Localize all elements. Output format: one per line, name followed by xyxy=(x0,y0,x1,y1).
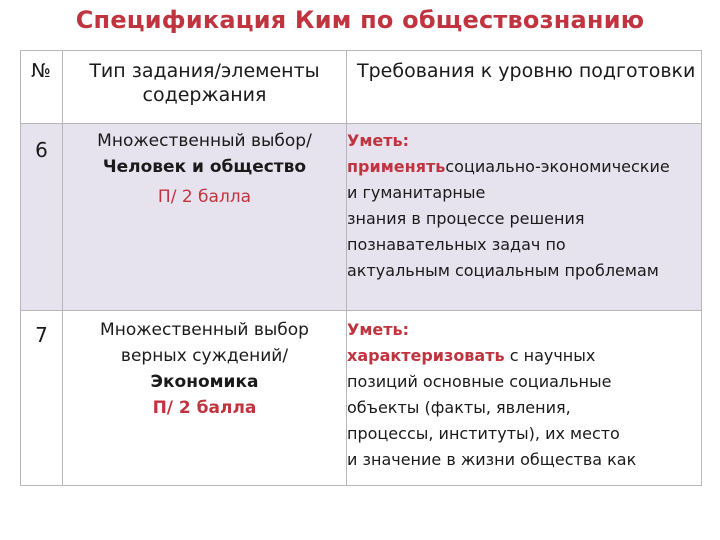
task-type-line: Множественный выбор/ xyxy=(97,131,312,151)
req-line: позиций основные социальные xyxy=(347,372,612,391)
task-topic: Экономика xyxy=(150,372,259,392)
header-task-type-line2: содержания xyxy=(142,84,267,106)
req-line: процессы, институты), их место xyxy=(347,424,620,443)
req-line: и значение в жизни общества как xyxy=(347,450,637,469)
req-label: Уметь: xyxy=(347,320,410,339)
page-title: Спецификация Ким по обществознанию xyxy=(75,6,645,34)
table-row xyxy=(21,124,702,311)
req-line-rest: с научных xyxy=(509,346,596,365)
task-number: 7 xyxy=(21,311,63,486)
req-line: и гуманитарные xyxy=(347,183,486,202)
header-number: № xyxy=(21,51,63,124)
task-type-cell xyxy=(63,311,347,486)
header-task-type-line1: Тип задания/элементы xyxy=(89,60,320,82)
table-header-row xyxy=(21,51,702,124)
req-line: знания в процессе решения xyxy=(347,209,585,228)
task-type-cell xyxy=(63,124,347,311)
task-number: 6 xyxy=(21,124,63,311)
header-requirements: Требования к уровню подготовки xyxy=(347,51,702,124)
task-points: П/ 2 балла xyxy=(152,398,257,418)
req-verb: применять xyxy=(347,157,446,176)
req-line: познавательных задач по xyxy=(347,235,566,254)
requirements-cell xyxy=(347,311,702,486)
task-topic: Человек и общество xyxy=(102,157,307,177)
specification-table xyxy=(20,50,702,486)
task-points: П/ 2 балла xyxy=(157,187,252,207)
header-task-type xyxy=(63,51,347,124)
task-type-line: Множественный выбор xyxy=(100,320,309,340)
req-line: актуальным социальным проблемам xyxy=(347,261,659,280)
table-row xyxy=(21,311,702,486)
requirements-cell xyxy=(347,124,702,311)
req-verb: характеризовать xyxy=(347,346,505,365)
req-line: объекты (факты, явления, xyxy=(347,398,571,417)
task-type-line: верных суждений/ xyxy=(120,346,289,366)
req-line-rest: социально-экономические xyxy=(445,157,670,176)
req-label: Уметь: xyxy=(347,131,410,150)
